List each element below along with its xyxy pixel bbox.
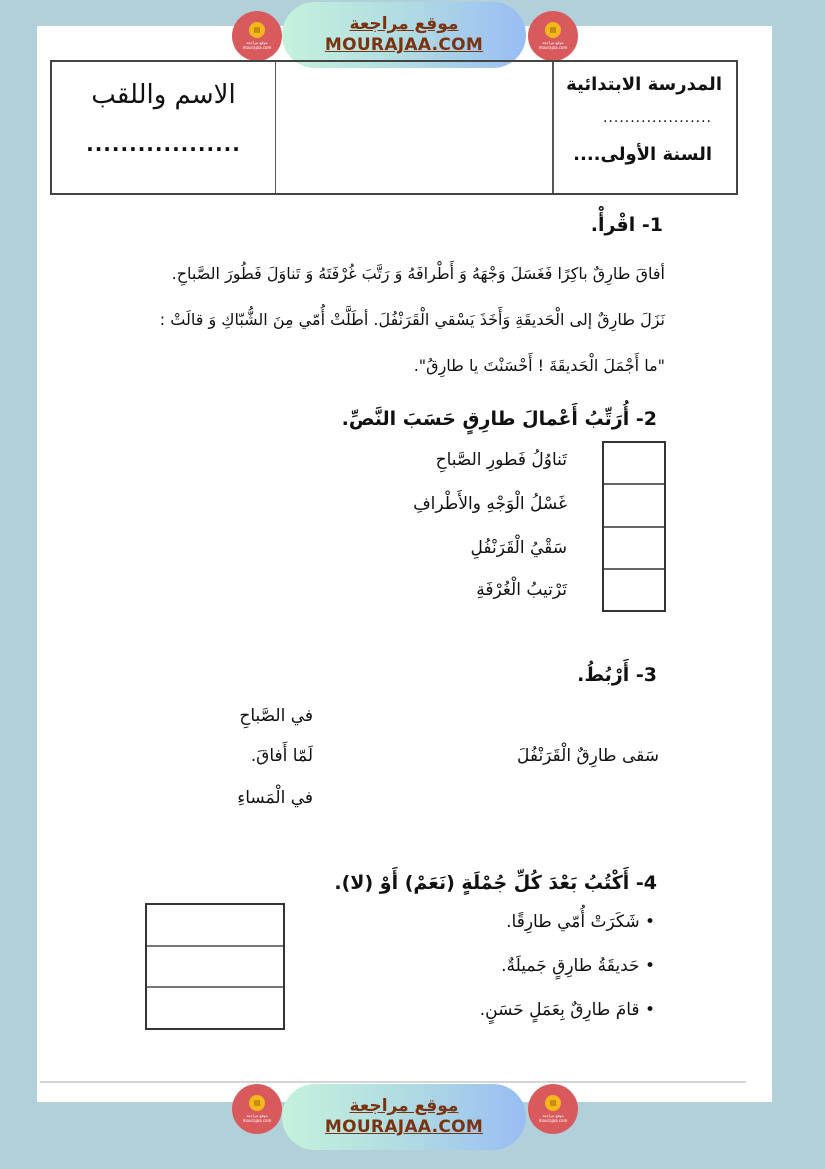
reading-line-1: أفاقَ طارِقٌ باكِرًا فَغَسَلَ وَجْهَهُ وَ أَطْرافَهُ وَ رَتَّبَ غُرْفَتَهُ وَ تَناوَلَ فَطُورَ الصَّباحِ.: [171, 264, 665, 283]
logo-caption: موقع مراجعة mourajaa.com: [242, 40, 272, 50]
section3-title: 3- أَرْبُطُ.: [577, 664, 657, 686]
logo-right-top: [528, 11, 578, 61]
school-label: المدرسة الابتدائية: [566, 74, 722, 95]
logo-left-bottom: [232, 1084, 282, 1134]
yesno-box-1[interactable]: [147, 905, 283, 947]
book-icon: ▤: [249, 22, 265, 38]
logo-caption: موقع مراجعة mourajaa.com: [538, 1113, 568, 1123]
header-table: [50, 60, 738, 195]
match-option-2[interactable]: لَمّا أَفاقَ.: [250, 746, 313, 766]
blank-cell: [276, 62, 554, 193]
order-item-2: غَسْلُ الْوَجْهِ والأَطْرافِ: [413, 494, 567, 514]
site-name-ar[interactable]: موقع مراجعة: [349, 14, 459, 34]
bullet-icon: •: [644, 1000, 655, 1020]
section2-title: 2- أُرَتِّبُ أَعْمالَ طارِقٍ حَسَبَ النَّصِّ.: [341, 408, 657, 430]
bullet-icon: •: [644, 956, 655, 976]
order-answer-boxes: [602, 441, 666, 612]
order-box-2[interactable]: [604, 485, 664, 527]
book-icon: ▤: [249, 1095, 265, 1111]
yesno-item-3: • قامَ طارِقٌ بِعَمَلٍ حَسَنٍ.: [479, 1000, 655, 1020]
order-box-4[interactable]: [604, 570, 664, 610]
bullet-icon: •: [644, 912, 655, 932]
order-item-1: تَناوُلُ فَطورِ الصَّباحِ: [435, 450, 567, 470]
site-banner-top[interactable]: [282, 2, 526, 68]
school-field[interactable]: ....................: [602, 110, 712, 126]
logo-caption: موقع مراجعة mourajaa.com: [242, 1113, 272, 1123]
name-label: الاسم واللقب: [91, 80, 236, 110]
order-box-3[interactable]: [604, 528, 664, 570]
site-name-en[interactable]: MOURAJAA.COM: [324, 1117, 484, 1137]
reading-line-2: نَزَلَ طارِقٌ إلى الْحَديقَةِ وَأَخَذَ يَسْقي الْقَرَنْفُلَ. أطَلَّتْ أُمّي مِنَ الشُّبّاكِ وَ قالَتْ :: [159, 310, 665, 329]
student-name-cell: [52, 62, 276, 193]
order-item-4: تَرْتيبُ الْغُرْفَةِ: [476, 580, 567, 600]
logo-caption: موقع مراجعة mourajaa.com: [538, 40, 568, 50]
yesno-item-2: • حَديقَةُ طارِقٍ جَميلَةٌ.: [501, 956, 655, 976]
logo-right-bottom: [528, 1084, 578, 1134]
grade-label: السنة الأولى....: [573, 144, 712, 165]
yesno-answer-boxes: [145, 903, 285, 1030]
match-option-3[interactable]: في الْمَساءِ: [237, 788, 313, 808]
site-banner-bottom[interactable]: [282, 1084, 526, 1150]
match-option-1[interactable]: في الصَّباحِ: [239, 706, 313, 726]
logo-left-top: [232, 11, 282, 61]
order-box-1[interactable]: [604, 443, 664, 485]
site-name-ar[interactable]: موقع مراجعة: [349, 1096, 459, 1116]
school-cell: [554, 62, 736, 193]
match-left-phrase[interactable]: سَقى طارِقٌ الْقَرَنْفُلَ: [516, 746, 659, 766]
yesno-box-3[interactable]: [147, 988, 283, 1028]
reading-line-3: "ما أَجْمَلَ الْحَديقَةَ ! أَحْسَنْتَ يا طارِقُ".: [413, 356, 665, 375]
yesno-item-1: • شَكَرَتْ أُمّي طارِقًا.: [506, 912, 655, 932]
page-bottom-divider: [40, 1081, 746, 1083]
section4-title: 4- أَكْتُبُ بَعْدَ كُلِّ جُمْلَةٍ (نَعَمْ) أَوْ (لا).: [334, 872, 657, 894]
site-name-en[interactable]: MOURAJAA.COM: [324, 35, 484, 55]
order-item-3: سَقْيُ الْقَرَنْفُلِ: [470, 538, 567, 558]
book-icon: ▤: [545, 1095, 561, 1111]
section1-title: 1- اقْرأْ.: [590, 214, 663, 236]
book-icon: ▤: [545, 22, 561, 38]
yesno-box-2[interactable]: [147, 947, 283, 989]
name-field[interactable]: ..................: [86, 132, 241, 156]
